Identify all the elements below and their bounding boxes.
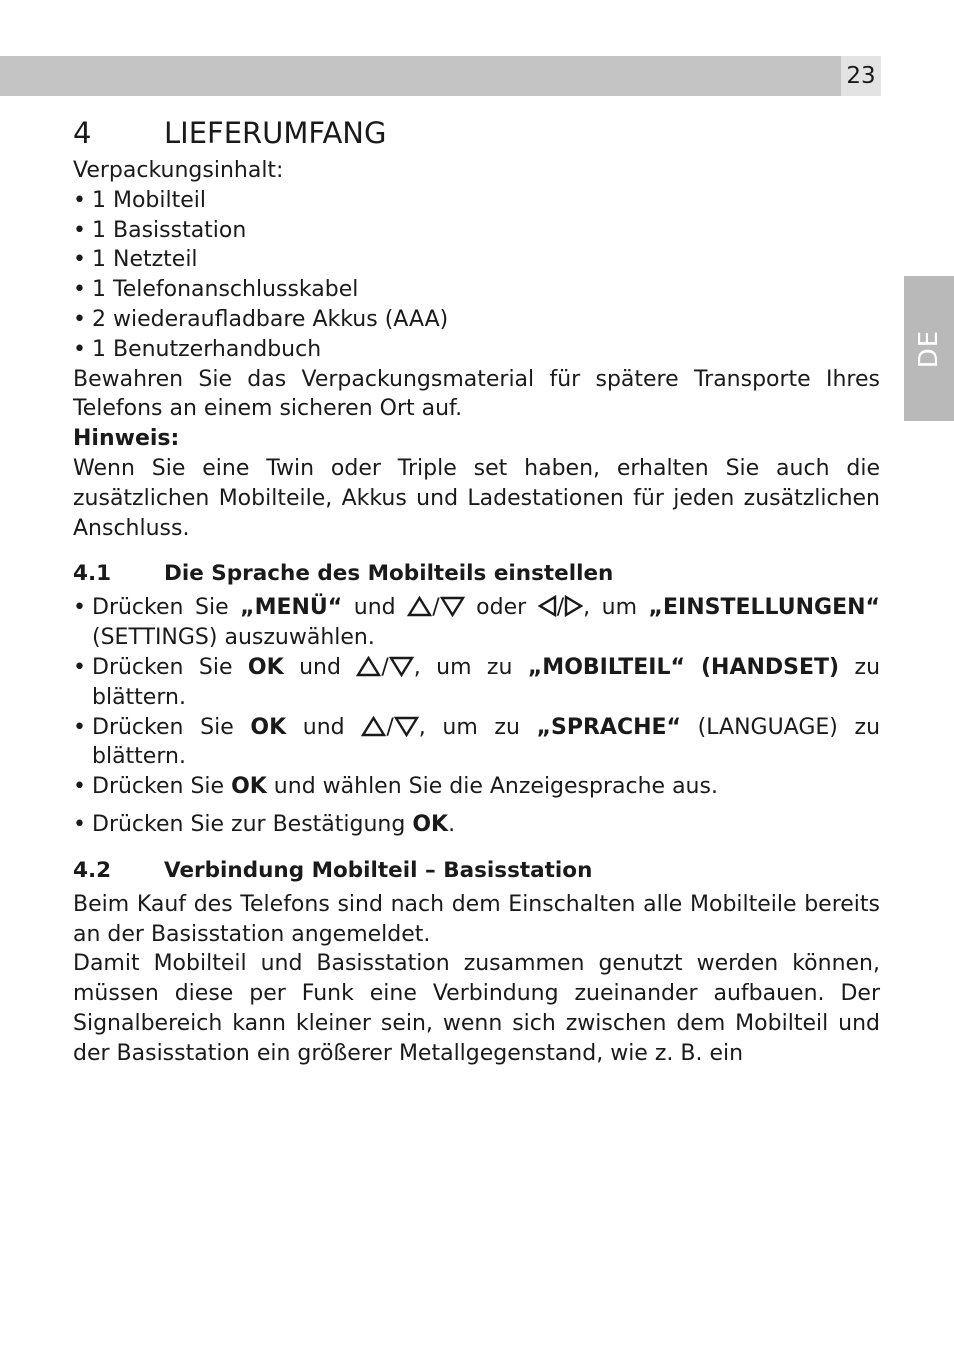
note-label: Hinweis: — [73, 426, 180, 452]
step-1: • Drücken Sie „MENÜ“ und / oder / , um „EINSTELLUNGEN“ (SETTINGS) auszuwählen. — [73, 593, 880, 653]
subsection-title: Verbindung Mobilteil – Basisstation — [164, 857, 593, 883]
arrow-right-icon — [564, 595, 583, 617]
step-5: • Drücken Sie zur Bestätigung OK. — [73, 810, 880, 840]
paragraph: Damit Mobilteil und Basisstation zusammen genutzt werden können, müssen diese per Funk eine Verbindung zueinander aufbauen. Der Signalbereich kann kleiner sein, wenn sich zwischen dem Mobilteil und der Basisstation ein größerer Metallgegenstand, wie z. B. ein — [73, 951, 880, 1066]
subsection-heading-4-1 — [73, 559, 880, 589]
page-content — [73, 112, 880, 1069]
list-item: • 1 Mobilteil — [73, 186, 880, 216]
arrow-down-icon — [440, 596, 465, 617]
subsection-title: Die Sprache des Mobilteils einstellen — [164, 561, 614, 587]
subsection-number: 4.1 — [73, 561, 112, 587]
header-bar — [0, 56, 841, 96]
arrow-up-icon — [361, 716, 386, 737]
section-title: LIEFERUMFANG — [164, 116, 387, 150]
arrow-down-icon — [389, 656, 414, 677]
list-item: • 1 Basisstation — [73, 216, 880, 246]
list-item: • 2 wiederaufladbare Akkus (AAA) — [73, 305, 880, 335]
keep-packaging-text: Bewahren Sie das Verpackungsmaterial für spätere Transporte Ihres Telefons an einem sicheren Ort auf. — [73, 366, 880, 422]
list-item: • 1 Netzteil — [73, 245, 880, 275]
language-tab — [904, 276, 954, 421]
step-4: • Drücken Sie OK und wählen Sie die Anzeigesprache aus. — [73, 772, 880, 802]
subsection-number: 4.2 — [73, 857, 112, 883]
language-tab-label: DE — [914, 329, 944, 368]
section-number: 4 — [73, 116, 92, 150]
page-number: 23 — [841, 56, 881, 96]
subsection-heading-4-2 — [73, 856, 880, 886]
step-3: • Drücken Sie OK und / , um zu „SPRACHE“ (LANGUAGE) zu blättern. — [73, 713, 880, 773]
list-item: • 1 Telefonanschlusskabel — [73, 275, 880, 305]
note-text: Wenn Sie eine Twin oder Triple set haben, erhalten Sie auch die zusätzlichen Mobilteile, Akkus und Ladestationen für jeden zusätzlichen Anschluss. — [73, 455, 880, 541]
list-item: • 1 Benutzerhandbuch — [73, 335, 880, 365]
arrow-down-icon — [394, 716, 419, 737]
arrow-left-icon — [538, 595, 557, 617]
section-heading — [73, 112, 880, 154]
step-2: • Drücken Sie OK und / , um zu „MOBILTEIL“ (HANDSET) zu blättern. — [73, 653, 880, 713]
arrow-up-icon — [407, 596, 432, 617]
package-intro: Verpackungsinhalt: — [73, 158, 284, 183]
paragraph: Beim Kauf des Telefons sind nach dem Einschalten alle Mobilteile bereits an der Basisstation angemeldet. — [73, 891, 880, 947]
arrow-up-icon — [356, 656, 381, 677]
